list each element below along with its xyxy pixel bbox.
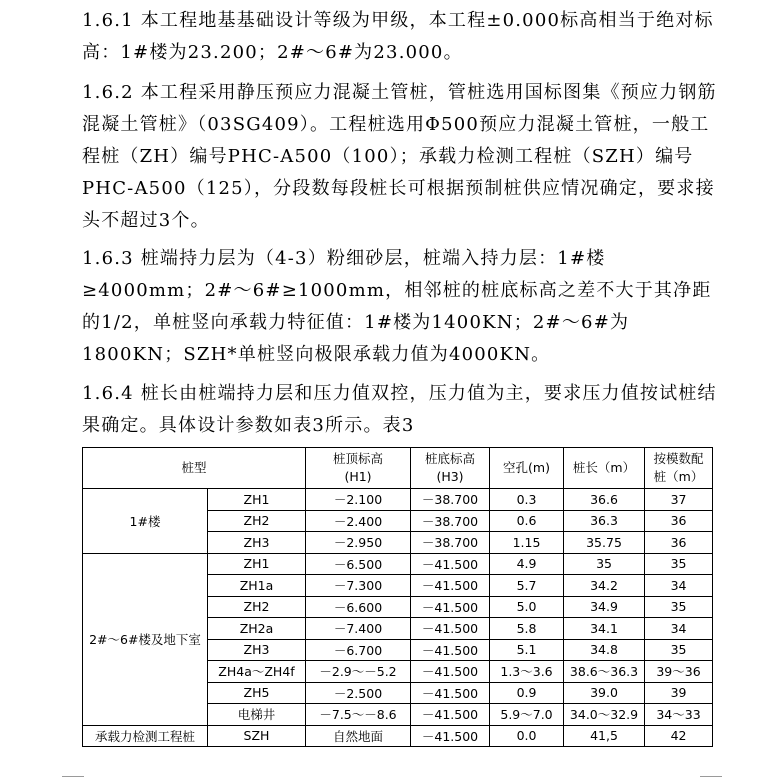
top-elevation-cell: －6.600 (306, 596, 411, 618)
void-cell: 1.3～3.6 (490, 661, 564, 683)
bottom-elevation-cell: －41.500 (411, 575, 490, 597)
top-elevation-cell: －2.500 (306, 682, 411, 704)
bottom-elevation-cell: －41.500 (411, 596, 490, 618)
length-cell: 36.6 (564, 489, 645, 511)
length-cell: 35.75 (564, 532, 645, 554)
pile-code-cell: ZH2a (208, 618, 306, 640)
length-cell: 34.2 (564, 575, 645, 597)
table-row (83, 725, 713, 747)
pile-code-cell: ZH5 (208, 682, 306, 704)
table-row (83, 489, 713, 511)
count-cell: 35 (645, 639, 713, 661)
void-cell: 5.7 (490, 575, 564, 597)
top-elevation-cell: －2.9～－5.2 (306, 661, 411, 683)
count-cell: 39 (645, 682, 713, 704)
bottom-elevation-cell: －41.500 (411, 661, 490, 683)
length-cell: 41,5 (564, 725, 645, 747)
pile-code-cell: ZH1 (208, 553, 306, 575)
paragraph-1-6-2: 1.6.2 本工程采用静压预应力混凝土管桩，管桩选用国标图集《预应力钢筋混凝土管桩》（03SG409）。工程桩选用Φ500预应力混凝土管桩，一般工程桩（ZH）编号PHC-A500（100）；承载力检测工程桩（SZH）编号PHC-A500（125），分段数每段桩长可根据预制桩供应情况确定，要求接头不超过3个。 (82, 82, 717, 231)
page-corner-mark-left (62, 776, 84, 777)
bottom-elevation-cell: －41.500 (411, 639, 490, 661)
top-elevation-cell: －7.300 (306, 575, 411, 597)
bottom-elevation-cell: －41.500 (411, 682, 490, 704)
count-cell: 39～36 (645, 661, 713, 683)
bottom-elevation-cell: －38.700 (411, 489, 490, 511)
void-cell: 5.8 (490, 618, 564, 640)
void-cell: 5.9～7.0 (490, 704, 564, 726)
count-cell: 34～33 (645, 704, 713, 726)
top-elevation-cell: －6.500 (306, 553, 411, 575)
count-cell: 35 (645, 596, 713, 618)
header-top-elevation: 桩顶标高 (H1) (306, 448, 411, 489)
count-cell: 35 (645, 553, 713, 575)
bottom-elevation-cell: －41.500 (411, 704, 490, 726)
table-header-row (83, 448, 713, 489)
group-name-cell: 1#楼 (83, 489, 208, 554)
void-cell: 0.6 (490, 510, 564, 532)
page-corner-mark-right (700, 776, 722, 777)
pile-code-cell: ZH2 (208, 510, 306, 532)
header-pile-length: 桩长（m） (564, 448, 645, 489)
top-elevation-cell: －7.5～－8.6 (306, 704, 411, 726)
bottom-elevation-cell: －41.500 (411, 725, 490, 747)
count-cell: 42 (645, 725, 713, 747)
length-cell: 35 (564, 553, 645, 575)
paragraph-1-6-3: 1.6.3 桩端持力层为（4-3）粉细砂层，桩端入持力层：1#楼≥4000mm；2#～6#≥1000mm，相邻桩的桩底标高之差不大于其净距的1/2，单桩竖向承载力特征值：1#楼为1400KN；2#～6#为1800KN；SZH*单桩竖向极限承载力值为4000KN。 (82, 248, 712, 365)
pile-code-cell: ZH3 (208, 532, 306, 554)
length-cell: 34.0～32.9 (564, 704, 645, 726)
top-elevation-cell: －2.400 (306, 510, 411, 532)
length-cell: 39.0 (564, 682, 645, 704)
pile-code-cell: ZH4a～ZH4f (208, 661, 306, 683)
group-name-cell: 2#～6#楼及地下室 (83, 553, 208, 725)
pile-code-cell: ZH1a (208, 575, 306, 597)
top-elevation-cell: －2.100 (306, 489, 411, 511)
header-bottom-elevation: 桩底标高 (H3) (411, 448, 490, 489)
paragraph-1-6-1: 1.6.1 本工程地基基础设计等级为甲级，本工程±0.000标高相当于绝对标高：1#楼为23.200；2#～6#为23.000。 (82, 10, 714, 63)
count-cell: 37 (645, 489, 713, 511)
void-cell: 0.9 (490, 682, 564, 704)
void-cell: 5.0 (490, 596, 564, 618)
length-cell: 34.8 (564, 639, 645, 661)
bottom-elevation-cell: －38.700 (411, 510, 490, 532)
top-elevation-cell: 自然地面 (306, 725, 411, 747)
top-elevation-cell: －7.400 (306, 618, 411, 640)
void-cell: 0.3 (490, 489, 564, 511)
bottom-elevation-cell: －41.500 (411, 618, 490, 640)
pile-code-cell: ZH2 (208, 596, 306, 618)
count-cell: 34 (645, 618, 713, 640)
bottom-elevation-cell: －38.700 (411, 532, 490, 554)
length-cell: 36.3 (564, 510, 645, 532)
pile-design-table (82, 447, 713, 747)
void-cell: 4.9 (490, 553, 564, 575)
count-cell: 36 (645, 510, 713, 532)
pile-code-cell: ZH1 (208, 489, 306, 511)
pile-code-cell: 电梯井 (208, 704, 306, 726)
table-row (83, 553, 713, 575)
void-cell: 0.0 (490, 725, 564, 747)
header-pile-type: 桩型 (83, 448, 306, 489)
pile-code-cell: SZH (208, 725, 306, 747)
header-void-hole: 空孔(m) (490, 448, 564, 489)
length-cell: 34.1 (564, 618, 645, 640)
void-cell: 5.1 (490, 639, 564, 661)
count-cell: 36 (645, 532, 713, 554)
header-modulus-count: 按模数配 桩（m） (645, 448, 713, 489)
length-cell: 38.6～36.3 (564, 661, 645, 683)
paragraph-1-6-4: 1.6.4 桩长由桩端持力层和压力值双控，压力值为主，要求压力值按试桩结果确定。具体设计参数如表3所示。表3 (82, 383, 717, 436)
group-name-cell: 承载力检测工程桩 (83, 725, 208, 747)
top-elevation-cell: －6.700 (306, 639, 411, 661)
void-cell: 1.15 (490, 532, 564, 554)
length-cell: 34.9 (564, 596, 645, 618)
bottom-elevation-cell: －41.500 (411, 553, 490, 575)
top-elevation-cell: －2.950 (306, 532, 411, 554)
count-cell: 34 (645, 575, 713, 597)
pile-code-cell: ZH3 (208, 639, 306, 661)
